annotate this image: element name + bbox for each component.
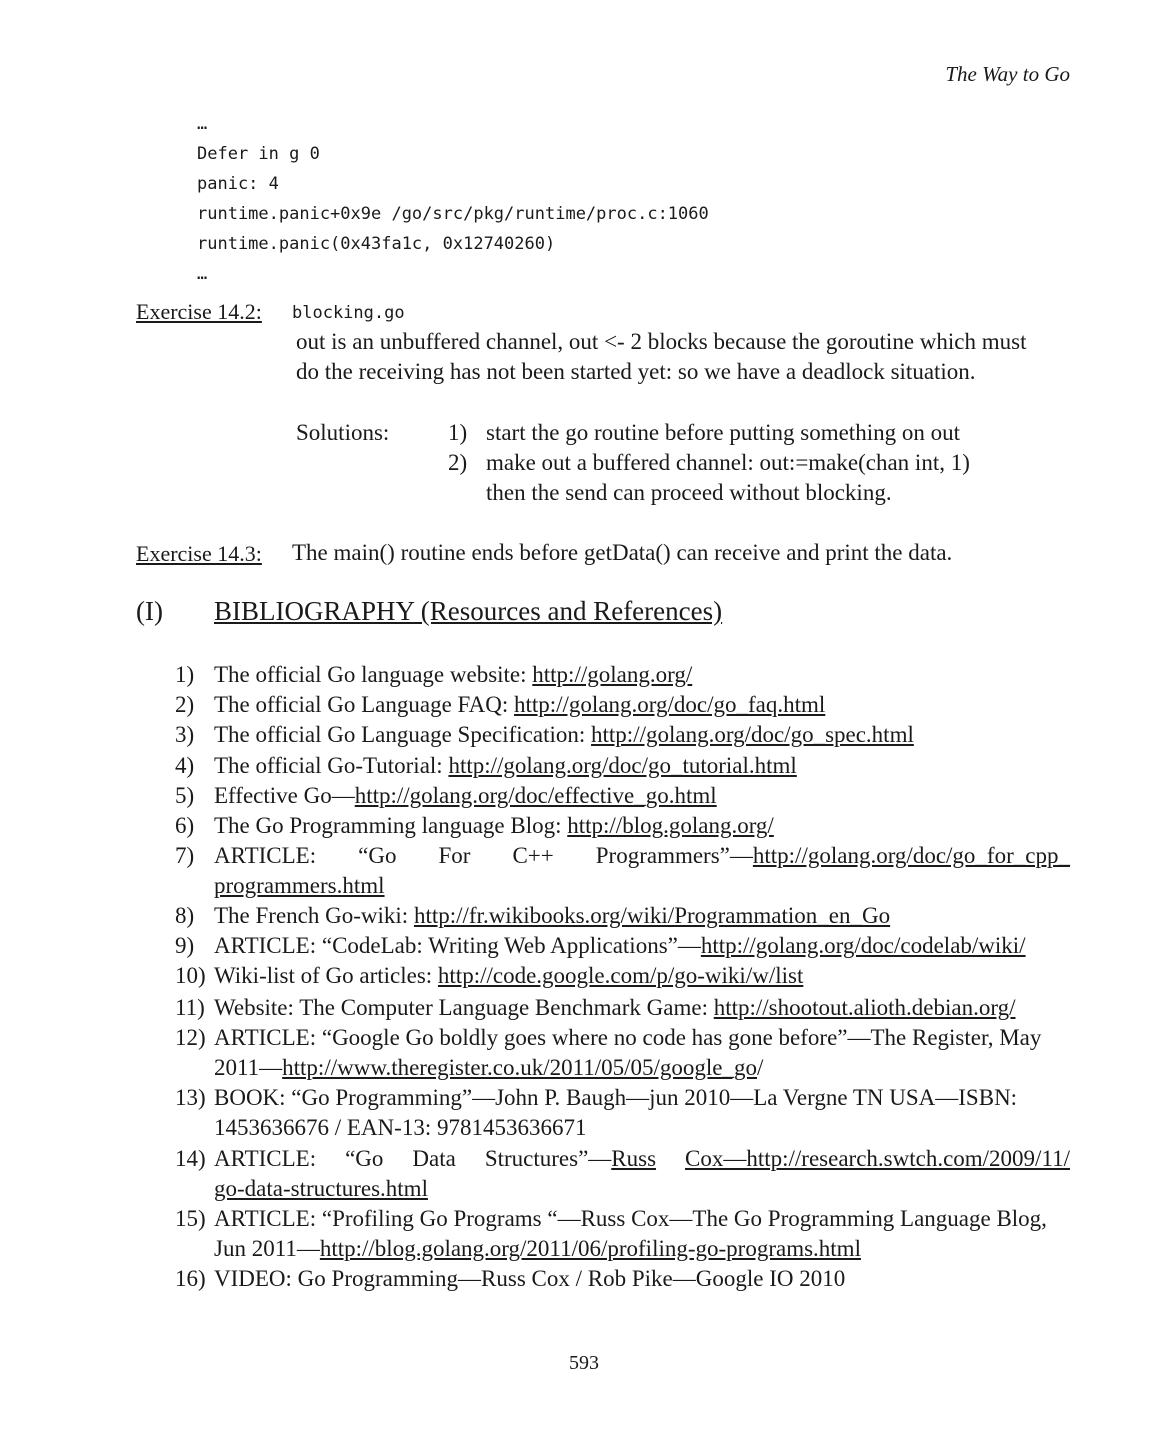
code-line: runtime.panic+0x9e /go/src/pkg/runtime/proc.c:1060 [197,204,709,224]
link[interactable]: programmers.html [214,873,385,898]
solution-number: 2) [448,450,468,475]
section-title: BIBLIOGRAPHY (Resources and References) [214,596,723,626]
link[interactable]: http://golang.org/doc/go_for_cpp_ [752,843,1070,868]
item-text: The French Go-wiki: [214,903,414,928]
list-number: 3) [175,722,195,747]
item-text: Wiki-list of Go articles: [214,963,438,988]
link[interactable]: http://golang.org/doc/effective_go.html [354,783,717,808]
link[interactable]: http://www.theregister.co.uk/2011/05/05/google_go [282,1055,758,1080]
exercise-file: blocking.go [292,303,405,323]
list-item [214,722,914,748]
solutions-label: Solutions: [296,420,390,445]
list-number: 15) [175,1206,206,1231]
list-item [214,783,717,809]
list-number: 10) [175,963,206,988]
list-number: 12) [175,1025,206,1050]
exercise-label: Exercise 14.3: [136,541,262,566]
link[interactable]: Russ [611,1146,657,1171]
list-item [214,843,1070,869]
link[interactable]: http://blog.golang.org/2011/06/profiling-go-programs.html [319,1236,861,1261]
item-text: The official Go Language FAQ: [214,692,514,717]
item-word: C++ [512,843,554,868]
list-item: ARTICLE: “Profiling Go Programs “—Russ Cox—The Go Programming Language Blog, [214,1206,1047,1231]
link[interactable]: go-data-structures.html [214,1176,428,1201]
list-item [214,903,890,929]
code-line: … [197,114,208,134]
code-line: … [197,264,208,284]
page-number: 593 [569,1352,599,1374]
list-item: BOOK: “Go Programming”—John P. Baugh—jun 2010—La Vergne TN USA—ISBN: [214,1085,1018,1110]
code-line: Defer in g 0 [197,144,320,164]
item-word: Programmers”— [595,843,753,868]
item-word: ARTICLE: [214,843,317,868]
link[interactable]: http://golang.org/doc/go_tutorial.html [448,753,797,778]
list-number: 14) [175,1146,206,1171]
link[interactable]: http://golang.org/doc/codelab/wiki/ [700,933,1026,958]
exercise-text-line: do the receiving has not been started yet: so we have a deadlock situation. [296,359,976,384]
link[interactable]: http://golang.org/ [532,662,693,687]
item-word: “Go [345,1146,384,1171]
item-text: 2011— [214,1055,283,1080]
link[interactable]: http://golang.org/doc/go_spec.html [591,722,914,747]
list-number: 5) [175,783,195,808]
exercise-text: The main() routine ends before getData() can receive and print the data. [292,540,953,565]
item-word-group [596,843,1070,869]
item-text: Website: The Computer Language Benchmark Game: [214,995,714,1020]
list-item [214,692,825,718]
list-item-continuation: 1453636676 / EAN-13: 9781453636671 [214,1115,587,1140]
list-item [214,753,797,779]
list-item [214,813,774,839]
code-line: panic: 4 [197,174,279,194]
list-number: 11) [175,995,205,1020]
link[interactable]: http://fr.wikibooks.org/wiki/Programmation_en_Go [413,903,891,928]
item-text: The official Go Language Specification: [214,722,592,747]
item-text: Jun 2011— [214,1236,320,1261]
item-word-group [485,1146,656,1172]
link[interactable]: Cox—http://research.swtch.com/2009/11/ [685,1146,1070,1171]
list-item [214,662,692,688]
item-text: The official Go-Tutorial: [214,753,449,778]
solution-text: then the send can proceed without blocking. [486,480,892,505]
list-number: 9) [175,933,195,958]
item-text: The official Go language website: [214,662,533,687]
list-number: 2) [175,692,195,717]
item-text: Effective Go— [214,783,355,808]
item-word: Data [412,1146,456,1171]
item-word: ARTICLE: [214,1146,317,1171]
list-number: 8) [175,903,195,928]
list-number: 4) [175,753,195,778]
solution-number: 1) [448,420,468,445]
link[interactable]: http://code.google.com/p/go-wiki/w/list [437,963,804,988]
code-line: runtime.panic(0x43fa1c, 0x12740260) [197,234,556,254]
section-marker: (I) [136,596,163,626]
exercise-text-line: out is an unbuffered channel, out <- 2 blocks because the goroutine which must [296,329,1027,354]
running-header: The Way to Go [945,62,1070,86]
link[interactable]: http://golang.org/doc/go_faq.html [513,692,826,717]
solution-text: make out a buffered channel: out:=make(chan int, 1) [486,450,970,475]
exercise-label: Exercise 14.2: [136,299,262,324]
list-number: 1) [175,662,195,687]
link[interactable]: http://shootout.alioth.debian.org/ [713,995,1016,1020]
solution-text: start the go routine before putting something on out [486,420,960,445]
list-item [214,995,1016,1021]
list-item-continuation [214,1236,861,1262]
list-item-continuation [214,1055,763,1081]
link[interactable]: http://blog.golang.org/ [567,813,774,838]
item-text: The Go Programming language Blog: [214,813,568,838]
list-number: 13) [175,1085,206,1110]
item-word: “Go [358,843,397,868]
list-item [214,963,803,989]
list-item [214,933,1026,959]
item-word: For [438,843,471,868]
list-item [214,1146,1070,1172]
list-number: 7) [175,843,195,868]
item-text: / [757,1055,764,1080]
list-item: ARTICLE: “Google Go boldly goes where no code has gone before”—The Register, May [214,1025,1042,1050]
item-text: ARTICLE: “CodeLab: Writing Web Applications”— [214,933,701,958]
list-item: VIDEO: Go Programming—Russ Cox / Rob Pike—Google IO 2010 [214,1266,846,1291]
item-word: Structures”— [484,1146,612,1171]
list-number: 16) [175,1266,206,1291]
list-number: 6) [175,813,195,838]
